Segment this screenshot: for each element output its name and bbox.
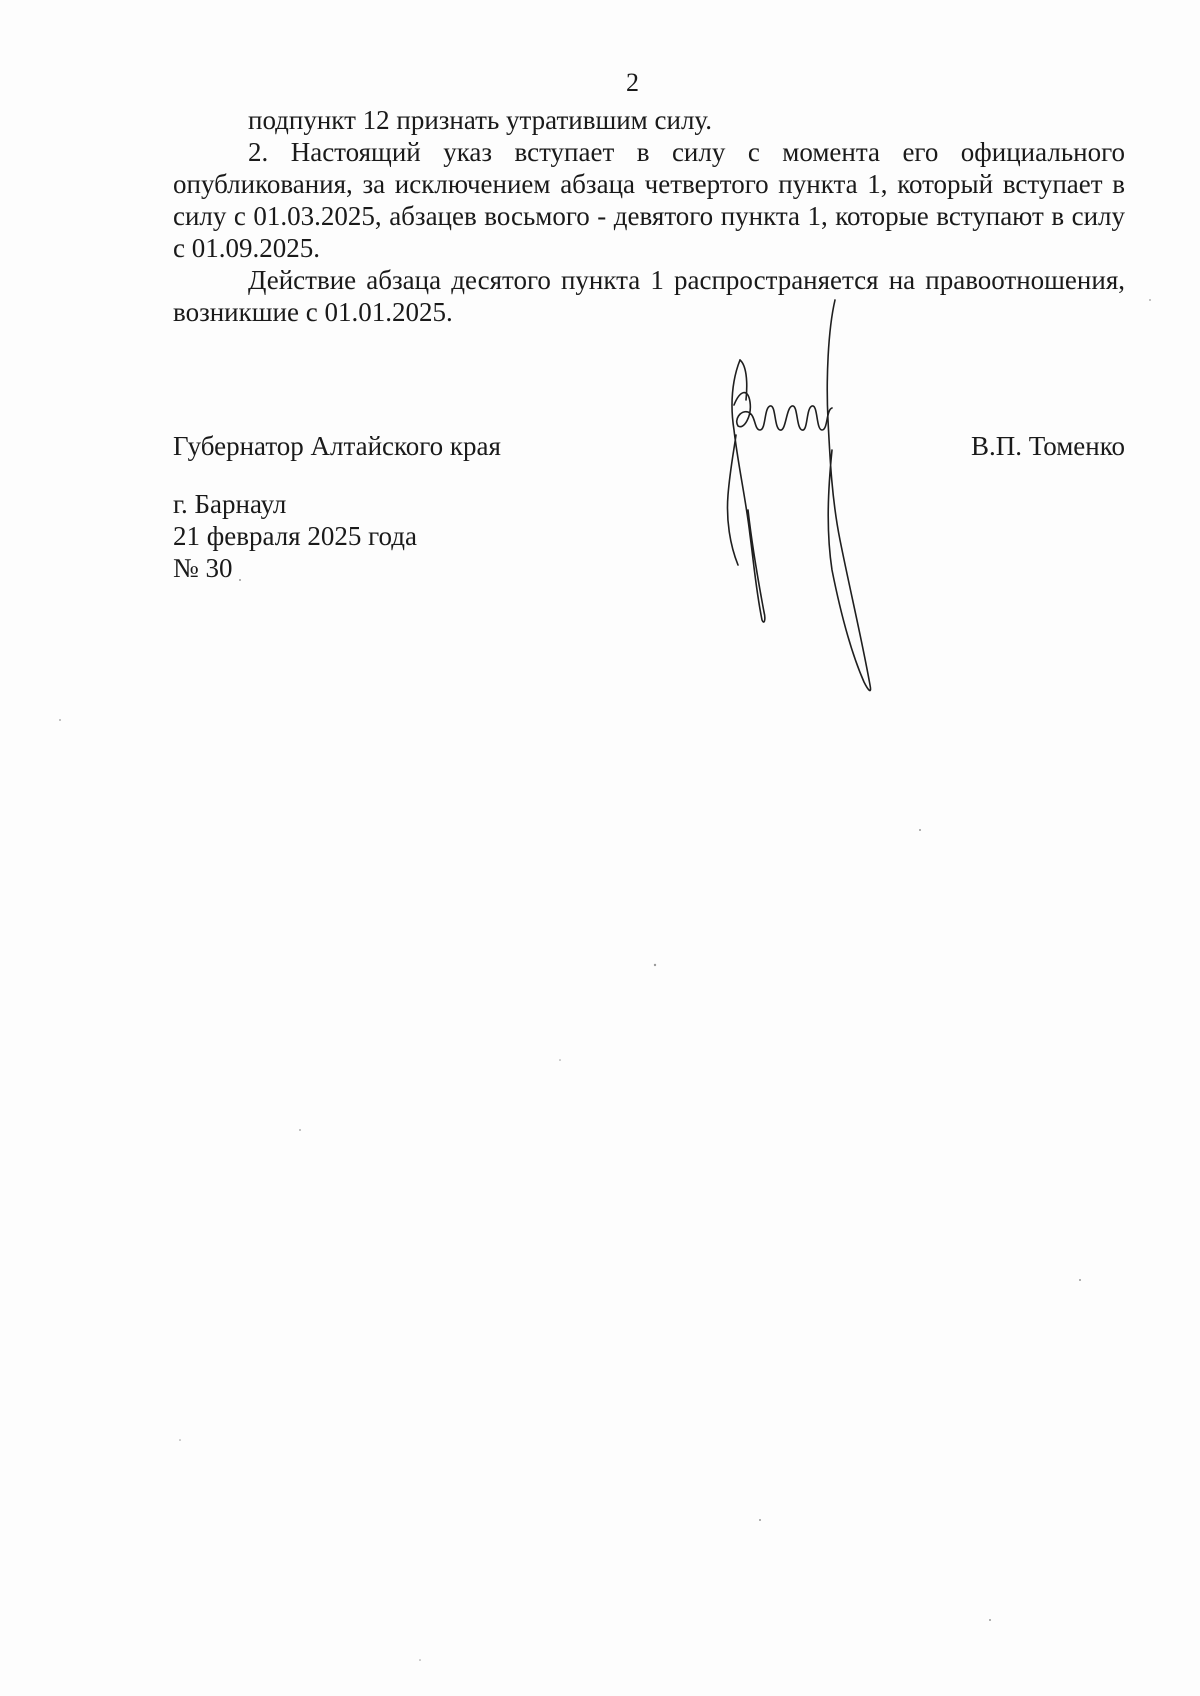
date: 21 февраля 2025 года: [173, 521, 417, 551]
signatory-name: В.П. Томенко: [971, 431, 1125, 461]
handwritten-signature: [700, 290, 910, 730]
paragraph-subclause: подпункт 12 признать утратившим силу.: [248, 105, 712, 135]
place: г. Барнаул: [173, 489, 287, 519]
document-number: № 30: [173, 553, 233, 583]
page-number: 2: [626, 68, 639, 97]
signature-block: [173, 430, 1125, 470]
paragraph-entry-into-force: 2. Настоящий указ вступает в силу с момента его официального опубликования, за исключением абзаца четвертого пункта 1, который вступает в силу с 01.03.2025, абзацев восьмого - девятого пункта 1, которые вступают в силу с 01.09.2025.: [173, 137, 1125, 263]
place-date-block: [173, 488, 417, 584]
document-body: [173, 104, 1125, 328]
signatory-position: Губернатор Алтайского края: [173, 431, 501, 461]
paragraph-effect: Действие абзаца десятого пункта 1 распространяется на правоотношения, возникшие с 01.01.2025.: [173, 265, 1125, 327]
